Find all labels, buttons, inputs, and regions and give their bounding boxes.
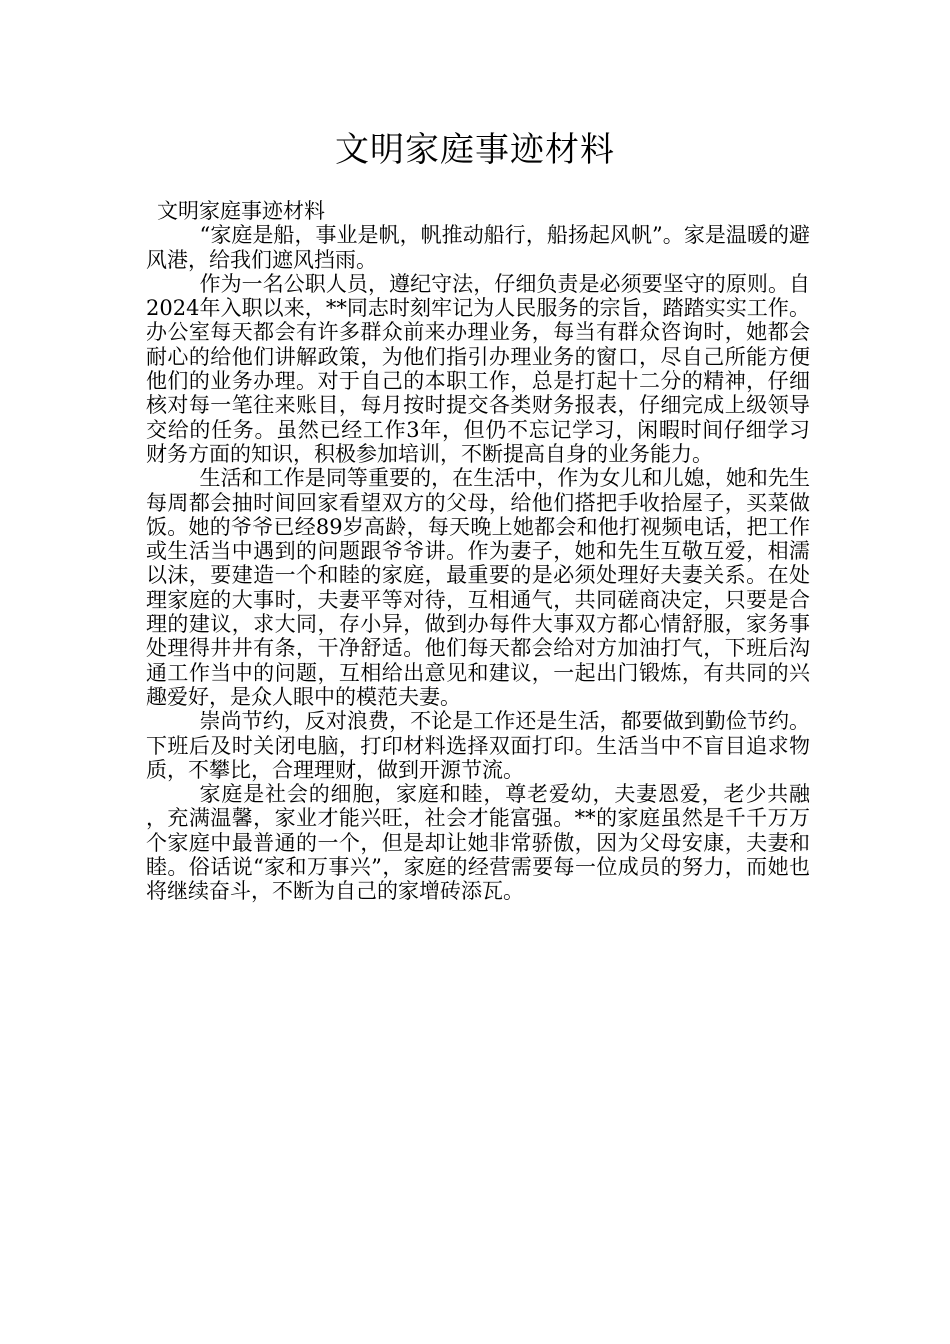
paragraph-work: 作为一名公职人员，遵纪守法，仔细负责是必须要坚守的原则。自2024年入职以来，**同志时刻牢记为人民服务的宗旨，踏踏实实工作。办公室每天都会有许多群众前来办理业务，每当有群众咨询时，她都会耐心的给他们讲解政策，为他们指引办理业务的窗口，尽自己所能方便他们的业务办理。对于自己的本职工作，总是打起十二分的精神，仔细核对每一笔往来账目，每月按时提交各类财务报表，仔细完成上级领导交给的任务。虽然已经工作3年，但仍不忘记学习，闲暇时间仔细学习财务方面的知识，积极参加培训，不断提高自身的业务能力。 [146, 271, 810, 466]
paragraph-family-life: 生活和工作是同等重要的，在生活中，作为女儿和儿媳，她和先生每周都会抽时间回家看望双方的父母，给他们搭把手收拾屋子，买菜做饭。她的爷爷已经89岁高龄，每天晚上她都会和他打视频电话，把工作或生活当中遇到的问题跟爷爷讲。作为妻子，她和先生互敬互爱，相濡以沫，要建造一个和睦的家庭，最重要的是必须处理好夫妻关系。在处理家庭的大事时，夫妻平等对待，互相通气，共同磋商决定，只要是合理的建议，求大同，存小异，做到办每件大事双方都心情舒服，家务事处理得井井有条，干净舒适。他们每天都会给对方加油打气，下班后沟通工作当中的问题，互相给出意见和建议，一起出门锻炼，有共同的兴趣爱好，是众人眼中的模范夫妻。 [146, 466, 810, 709]
document-title: 文明家庭事迹材料 [335, 130, 615, 170]
paragraph-intro: “家庭是船，事业是帆，帆推动船行，船扬起风帆”。家是温暖的避风港，给我们遮风挡雨。 [146, 223, 810, 272]
document-body [146, 199, 810, 904]
paragraph-thrift: 崇尚节约，反对浪费，不论是工作还是生活，都要做到勤俭节约。下班后及时关闭电脑，打印材料选择双面打印。生活当中不盲目追求物质，不攀比，合理理财，做到开源节流。 [146, 709, 810, 782]
document-subtitle: 文明家庭事迹材料 [157, 199, 325, 223]
paragraph-conclusion: 家庭是社会的细胞，家庭和睦，尊老爱幼，夫妻恩爱，老少共融 ，充满温馨，家业才能兴旺，社会才能富强。**的家庭虽然是千千万万个家庭中最普通的一个，但是却让她非常骄傲，因为父母安康，夫妻和睦。俗话说“家和万事兴”，家庭的经营需要每一位成员的努力，而她也将继续奋斗，不断为自己的家增砖添瓦。 [146, 782, 810, 904]
